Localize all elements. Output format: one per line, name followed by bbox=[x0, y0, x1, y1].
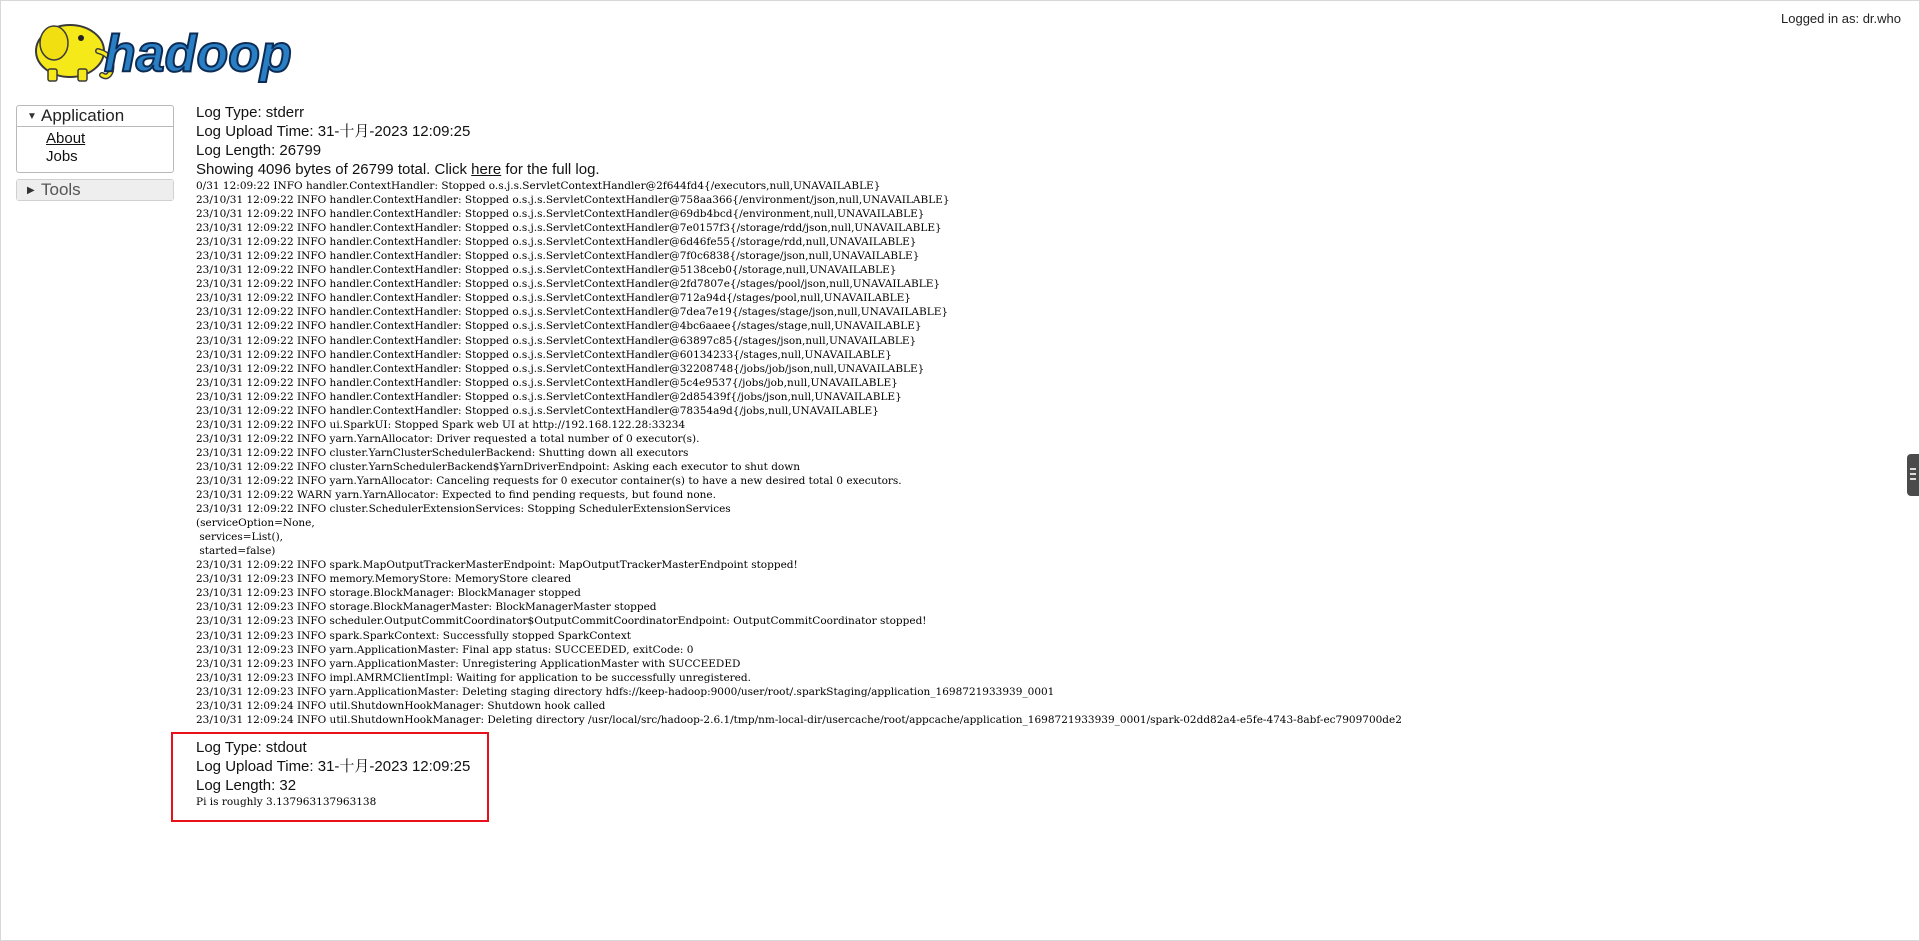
log-line: 23/10/31 12:09:23 INFO yarn.ApplicationMaster: Deleting staging directory hdfs://keep-hadoop:9000/user/root/.sparkStaging/application_1698721933939_0001 bbox=[196, 685, 1055, 698]
log-line: 23/10/31 12:09:24 INFO util.ShutdownHookManager: Deleting directory /usr/local/src/hadoop-2.6.1/tmp/nm-local-dir/usercache/root/appcache/application_1698721933939_0001/spark-02dd82a4-e5fe-4743-8abf-ec7909700de2 bbox=[196, 713, 1402, 726]
log-line: 23/10/31 12:09:22 INFO handler.ContextHandler: Stopped o.s.j.s.ServletContextHandler@60134233{/stages,null,UNAVAILABLE} bbox=[196, 348, 892, 361]
tools-label: Tools bbox=[41, 180, 81, 199]
log-line: 23/10/31 12:09:22 INFO handler.ContextHandler: Stopped o.s.j.s.ServletContextHandler@2fd7807e{/stages/pool/json,null,UNAVAILABLE} bbox=[196, 278, 941, 291]
stderr-log-length: Log Length: 26799 bbox=[196, 142, 322, 159]
log-line: 0/31 12:09:22 INFO handler.ContextHandler: Stopped o.s.j.s.ServletContextHandler@2f644fd4{/executors,null,UNAVAILABLE} bbox=[196, 180, 881, 192]
elephant-icon bbox=[36, 25, 111, 81]
log-line: 23/10/31 12:09:22 INFO yarn.YarnAllocator: Canceling requests for 0 executor container(s) to have a new desired total 0 executors. bbox=[196, 474, 902, 487]
log-line: 23/10/31 12:09:22 INFO handler.ContextHandler: Stopped o.s.j.s.ServletContextHandler@5138ceb0{/storage,null,UNAVAILABLE} bbox=[196, 264, 897, 277]
log-line: started=false) bbox=[196, 545, 276, 558]
stderr-upload-time: Log Upload Time: 31-十月-2023 12:09:25 bbox=[196, 123, 471, 140]
log-line: 23/10/31 12:09:22 INFO handler.ContextHandler: Stopped o.s.j.s.ServletContextHandler@32208748{/jobs/job/json,null,UNAVAILABLE} bbox=[196, 362, 925, 375]
log-line: 23/10/31 12:09:22 INFO handler.ContextHandler: Stopped o.s.j.s.ServletContextHandler@7dea7e19{/stages/stage/json,null,UNAVAILABLE} bbox=[196, 306, 949, 319]
logo-text: hadoop bbox=[104, 25, 292, 83]
showing-suffix: for the full log. bbox=[501, 161, 600, 178]
log-line: 23/10/31 12:09:22 INFO handler.ContextHandler: Stopped o.s.j.s.ServletContextHandler@78354a9d{/jobs,null,UNAVAILABLE} bbox=[196, 404, 879, 417]
stdout-log-length: Log Length: 32 bbox=[196, 777, 297, 794]
tools-toggle[interactable] bbox=[17, 180, 173, 200]
sidebar-item-about[interactable]: About bbox=[46, 130, 86, 147]
sidebar-item-jobs[interactable]: Jobs bbox=[46, 148, 78, 165]
tools-section bbox=[16, 179, 174, 201]
stdout-highlight-box bbox=[171, 732, 489, 822]
log-content bbox=[196, 103, 1896, 727]
login-status: Logged in as: dr.who bbox=[1781, 11, 1901, 26]
log-line: 23/10/31 12:09:22 INFO handler.ContextHandler: Stopped o.s.j.s.ServletContextHandler@63897c85{/stages/json,null,UNAVAILABLE} bbox=[196, 334, 917, 347]
log-line: 23/10/31 12:09:23 INFO yarn.ApplicationMaster: Unregistering ApplicationMaster with SUCCEEDED bbox=[196, 657, 741, 670]
application-section bbox=[16, 105, 174, 173]
side-scroll-handle[interactable] bbox=[1907, 454, 1919, 496]
application-label: Application bbox=[41, 106, 125, 125]
log-line: 23/10/31 12:09:22 INFO handler.ContextHandler: Stopped o.s.j.s.ServletContextHandler@69db4bcd{/environment,null,UNAVAILABLE} bbox=[196, 208, 925, 221]
full-log-link[interactable]: here bbox=[471, 161, 502, 178]
stdout-log-text[interactable]: Pi is roughly 3.137963137963138 bbox=[196, 796, 377, 808]
log-line: 23/10/31 12:09:23 INFO memory.MemoryStore: MemoryStore cleared bbox=[196, 573, 572, 586]
log-line: 23/10/31 12:09:23 INFO impl.AMRMClientImpl: Waiting for application to be successfully unregistered. bbox=[196, 671, 751, 684]
log-line: 23/10/31 12:09:22 INFO handler.ContextHandler: Stopped o.s.j.s.ServletContextHandler@2d85439f{/jobs/json,null,UNAVAILABLE} bbox=[196, 390, 902, 403]
triangle-right-icon: ▶ bbox=[27, 184, 35, 196]
log-line: 23/10/31 12:09:22 INFO yarn.YarnAllocator: Driver requested a total number of 0 executor(s). bbox=[196, 432, 700, 445]
log-line: 23/10/31 12:09:23 INFO scheduler.OutputCommitCoordinator$OutputCommitCoordinatorEndpoint: OutputCommitCoordinator stopped! bbox=[196, 615, 927, 628]
log-line: 23/10/31 12:09:22 INFO handler.ContextHandler: Stopped o.s.j.s.ServletContextHandler@4bc6aaee{/stages/stage,null,UNAVAILABLE} bbox=[196, 320, 922, 333]
log-line: 23/10/31 12:09:24 INFO util.ShutdownHookManager: Shutdown hook called bbox=[196, 699, 606, 712]
log-line: 23/10/31 12:09:22 INFO spark.MapOutputTrackerMasterEndpoint: MapOutputTrackerMasterEndpoint stopped! bbox=[196, 559, 798, 572]
log-line: 23/10/31 12:09:22 INFO handler.ContextHandler: Stopped o.s.j.s.ServletContextHandler@5c4e9537{/jobs/job,null,UNAVAILABLE} bbox=[196, 376, 898, 389]
stderr-showing-line bbox=[196, 160, 1896, 179]
stdout-log-type: Log Type: stdout bbox=[196, 739, 307, 756]
log-line: 23/10/31 12:09:22 INFO handler.ContextHandler: Stopped o.s.j.s.ServletContextHandler@758aa366{/environment/json,null,UNAVAILABLE} bbox=[196, 194, 950, 207]
stdout-upload-time: Log Upload Time: 31-十月-2023 12:09:25 bbox=[196, 758, 471, 775]
application-toggle[interactable] bbox=[17, 106, 173, 126]
log-line: 23/10/31 12:09:22 WARN yarn.YarnAllocator: Expected to find pending requests, but found none. bbox=[196, 489, 716, 502]
log-line: 23/10/31 12:09:22 INFO cluster.YarnSchedulerBackend$YarnDriverEndpoint: Asking each executor to shut down bbox=[196, 460, 800, 473]
stderr-log-type: Log Type: stderr bbox=[196, 104, 305, 121]
log-line: services=List(), bbox=[196, 531, 283, 544]
log-line: 23/10/31 12:09:22 INFO handler.ContextHandler: Stopped o.s.j.s.ServletContextHandler@6d46fe55{/storage/rdd,null,UNAVAILABLE} bbox=[196, 236, 917, 249]
log-line: 23/10/31 12:09:23 INFO storage.BlockManagerMaster: BlockManagerMaster stopped bbox=[196, 601, 657, 614]
log-line: 23/10/31 12:09:23 INFO spark.SparkContext: Successfully stopped SparkContext bbox=[196, 629, 632, 642]
log-line: 23/10/31 12:09:22 INFO cluster.SchedulerExtensionServices: Stopping SchedulerExtensionServices bbox=[196, 503, 731, 516]
log-line: 23/10/31 12:09:23 INFO storage.BlockManager: BlockManager stopped bbox=[196, 587, 581, 600]
sidebar bbox=[16, 105, 174, 207]
log-line: 23/10/31 12:09:22 INFO cluster.YarnClusterSchedulerBackend: Shutting down all executors bbox=[196, 446, 689, 459]
triangle-down-icon: ▼ bbox=[27, 110, 37, 122]
log-line: 23/10/31 12:09:22 INFO handler.ContextHandler: Stopped o.s.j.s.ServletContextHandler@712a94d{/stages/pool,null,UNAVAILABLE} bbox=[196, 292, 911, 305]
hadoop-logo bbox=[18, 9, 318, 85]
log-line: 23/10/31 12:09:22 INFO handler.ContextHandler: Stopped o.s.j.s.ServletContextHandler@7e0157f3{/storage/rdd/json,null,UNAVAILABLE} bbox=[196, 222, 942, 235]
log-line: 23/10/31 12:09:22 INFO handler.ContextHandler: Stopped o.s.j.s.ServletContextHandler@7f0c6838{/storage/json,null,UNAVAILABLE} bbox=[196, 250, 920, 263]
stderr-log-text[interactable] bbox=[196, 179, 1896, 727]
log-line: 23/10/31 12:09:23 INFO yarn.ApplicationMaster: Final app status: SUCCEEDED, exitCode: 0 bbox=[196, 643, 694, 656]
log-line: (serviceOption=None, bbox=[196, 517, 315, 530]
application-menu bbox=[17, 126, 173, 172]
showing-prefix: Showing 4096 bytes of 26799 total. Click bbox=[196, 161, 472, 178]
log-line: 23/10/31 12:09:22 INFO ui.SparkUI: Stopped Spark web UI at http://192.168.122.28:33234 bbox=[196, 418, 686, 431]
